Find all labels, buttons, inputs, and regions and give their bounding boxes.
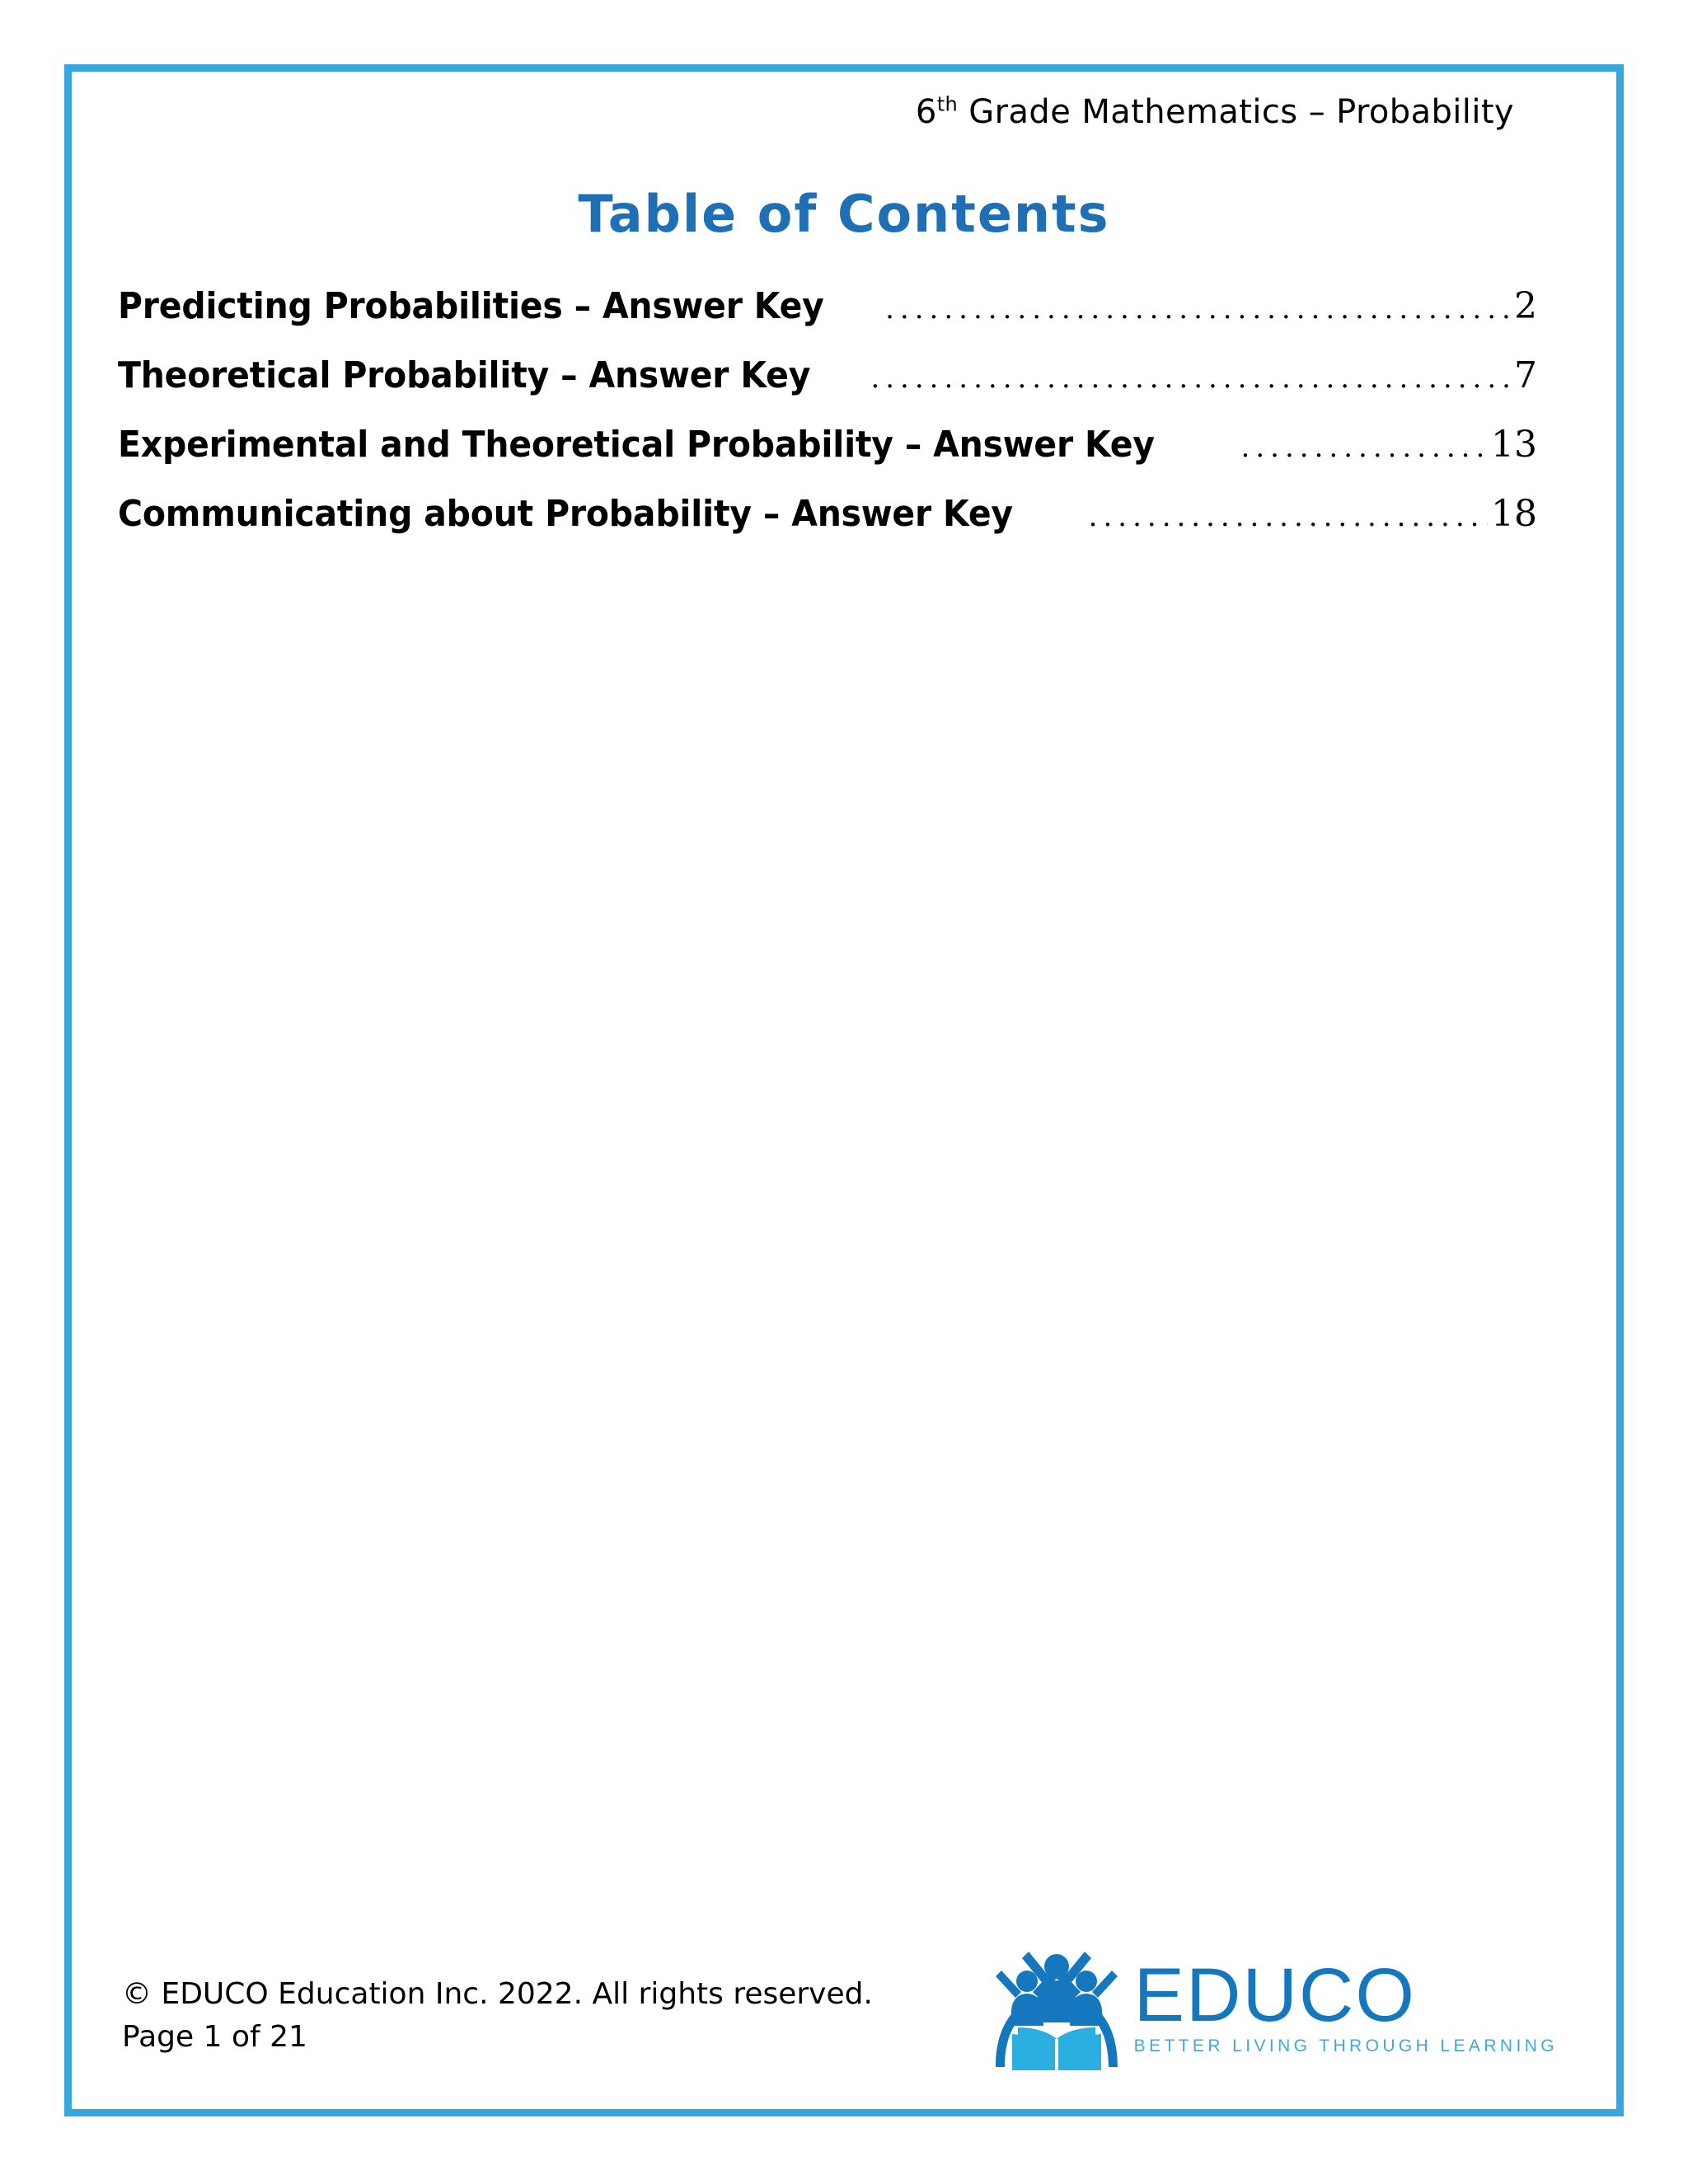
running-header-ordinal-suffix: th xyxy=(936,92,959,116)
table-of-contents xyxy=(118,285,1537,562)
toc-dot-leader xyxy=(885,291,1509,327)
toc-entry-page-number: 2 xyxy=(1514,285,1537,327)
toc-dot-leader xyxy=(870,360,1509,396)
page-footer xyxy=(122,1924,1574,2077)
toc-entry[interactable] xyxy=(118,493,1537,544)
footer-text-block xyxy=(122,1973,873,2059)
page-content xyxy=(64,64,1624,2116)
toc-entry-page-number: 7 xyxy=(1514,354,1537,396)
toc-dot-leader xyxy=(1241,429,1488,466)
page-number-label: Page 1 of 21 xyxy=(122,2019,307,2054)
running-header-grade-number: 6 xyxy=(915,93,937,131)
educo-logo xyxy=(991,1947,1558,2070)
copyright-notice: © EDUCO Education Inc. 2022. All rights reserved. xyxy=(122,1976,873,2011)
toc-entry-label: Communicating about Probability – Answer Key xyxy=(118,493,1013,535)
logo-name: EDUCO xyxy=(1133,1953,1416,2038)
running-header xyxy=(916,93,1514,131)
toc-dot-leader xyxy=(1089,499,1488,535)
people-and-open-book-icon xyxy=(991,1947,1123,2070)
toc-entry-page-number: 13 xyxy=(1491,424,1537,466)
toc-entry-label: Experimental and Theoretical Probability – Answer Key xyxy=(118,424,1155,466)
page-title: Table of Contents xyxy=(578,184,1110,244)
toc-entry-label: Predicting Probabilities – Answer Key xyxy=(118,285,824,327)
toc-entry[interactable] xyxy=(118,354,1537,405)
running-header-subject: Grade Mathematics – Probability xyxy=(958,93,1514,131)
logo-wordmark xyxy=(1133,1953,1558,2056)
toc-entry[interactable] xyxy=(118,285,1537,336)
toc-entry-page-number: 18 xyxy=(1491,493,1537,535)
toc-entry-label: Theoretical Probability – Answer Key xyxy=(118,354,811,396)
logo-tagline: BETTER LIVING THROUGH LEARNING xyxy=(1133,2036,1558,2055)
toc-entry[interactable] xyxy=(118,424,1537,475)
